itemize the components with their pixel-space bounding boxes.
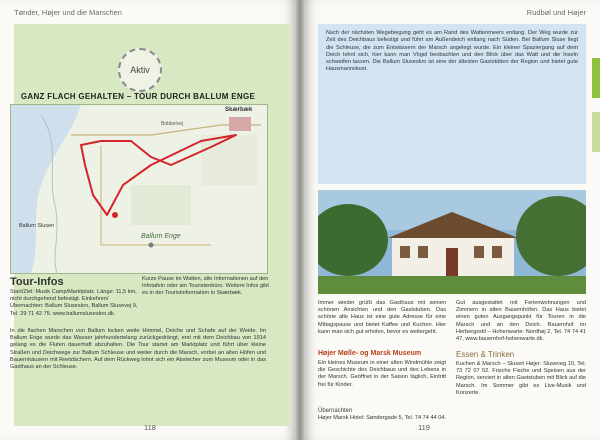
book-gutter: [296, 0, 304, 440]
page-number-left: 118: [144, 423, 156, 432]
tour-description: In die flachen Marschen von Ballum locken weite Himmel, Deiche und Schafe auf der Weide. Im Ballum Enge wurde das Wasser jahrhundertelang zurückgedrängt, erst mit dem Deichbau von 1914 gelang es die Fluten dauerhaft abzuhalten. Die Tour startet am Marktplatz und führt über kleine Straßen und Deichwege zur Ballum Schleuse und weiter durch die Marsch, vorbei an alten Höfen und Bauernhäusern mit Reetdächern. Auf dem Rückweg lohnt sich ein Abstecher zum Museum oder in das Gasthaus an der Schleuse.: [10, 328, 266, 371]
tour-title: GANZ FLACH GEHALTEN – TOUR DURCH BALLUM ENGE: [20, 92, 256, 101]
aktiv-badge: Aktiv: [118, 48, 162, 92]
running-head-left: Tønder, Højer und die Marschen: [14, 8, 122, 17]
museum-heading: Højer Mølle- og Marsk Museum: [318, 350, 422, 357]
section-tab-marker: [592, 58, 600, 98]
map-label-skaerbaek: Skærbæk: [225, 107, 253, 113]
tour-infos-text: Start/Ziel: Musik Camp/Marktplatz. Länge: 11,5 km, nicht durchgehend befestigt. Einkehren/Übernachten: Ballum Sluseskro, Ballum Slusevej 9, Tel. 29 71 42 75. www.ballumsluseskro.dk.: [10, 289, 138, 317]
body-text-col1: Immer wieder grüßt das Gasthaus mit seinen schönen Ansichten und den Gaststuben. Das schöne alte Haus ist eine gute Adresse für eine Mittagspause und bietet Kaffee und Kuchen. Hier kann man sich gut erholen, bevor es weitergeht.: [318, 300, 446, 335]
map-label-ballum-enge: Ballum Enge: [141, 233, 181, 240]
body-text-col2: Gut ausgestattet mit Ferienwohnungen und Zimmern in alten Bauernhöfen. Das Haus bietet einen guten Ausgangspunkt für Touren in die Marsch und an den Deich. Bauernhof im Herbergsstil – Hohenwarte: Nordhøj 2, Tel. 74 74 41 47, www.bauernhof-hohenwarte.dk.: [456, 300, 586, 343]
tour-map: [10, 104, 268, 274]
info-box-text: Nach der nächsten Wegebiegung geht es am Rand des Wattenmeers entlang. Der Weg wurde zur Zeit des Deichbaus befestigt und führt am Außendeich entlang nach Süden. Bei Ballum Sluse liegt die Schleuse, die zum Entwässern der Marsch angelegt wurde. Ein kleiner Spaziergang auf dem Deich lohnt sich, hier kann man Vögel beobachten und den Blick über das Watt und die Inseln schweifen lassen. Die Ballum Sluseskro ist eine der ältesten Gaststätten der Region und bietet gute Hausmannskost.: [326, 30, 578, 73]
museum-text: Ein kleines Museum in einer alten Windmühle zeigt die Geschichte des Deichbaus und des Lebens in der Marsch. Geöffnet in der Saison täglich, Eintritt frei für Kinder.: [318, 360, 446, 388]
food-text: Kuchen & Marsch – Sluseri Højer: Sluseveg 10, Tel. 73 72 07 52. Frische Fische und Speisen aus der Region, serviert in alten Gaststuben mit Blick auf die Marsch. Im Sommer gibt es Live-Musik und Konzerte.: [456, 361, 586, 396]
hotel-photo: [318, 190, 586, 294]
stay-text: Højer Marsk Hotel: Søndergade 5, Tel. 74 74 44 04.: [318, 415, 446, 421]
running-head-right: Rudbøl und Højer: [526, 8, 586, 17]
map-label-ballum-slusen: Ballum Slusen: [19, 223, 55, 229]
info-box-blue: [318, 24, 586, 184]
stay-heading: Übernachten: [318, 408, 353, 414]
left-page: [0, 0, 296, 440]
page-number-right: 119: [418, 423, 430, 432]
map-graphic: [11, 105, 267, 273]
map-label-road: Bobbelvej: [161, 121, 183, 127]
right-page: [304, 0, 600, 440]
section-tab-marker-2: [592, 112, 600, 152]
photo-graphic: [318, 190, 586, 294]
tour-infos-text-2: Kurze Pause im Watten, alle Informationen auf den Infotafeln oder am Touristenbüro. Weitere Infos gibt es in der Touristinformation in Skærbæk.: [142, 276, 269, 297]
tour-infos-heading: Tour-Infos: [10, 276, 64, 288]
food-heading: Essen & Trinken: [456, 350, 515, 359]
